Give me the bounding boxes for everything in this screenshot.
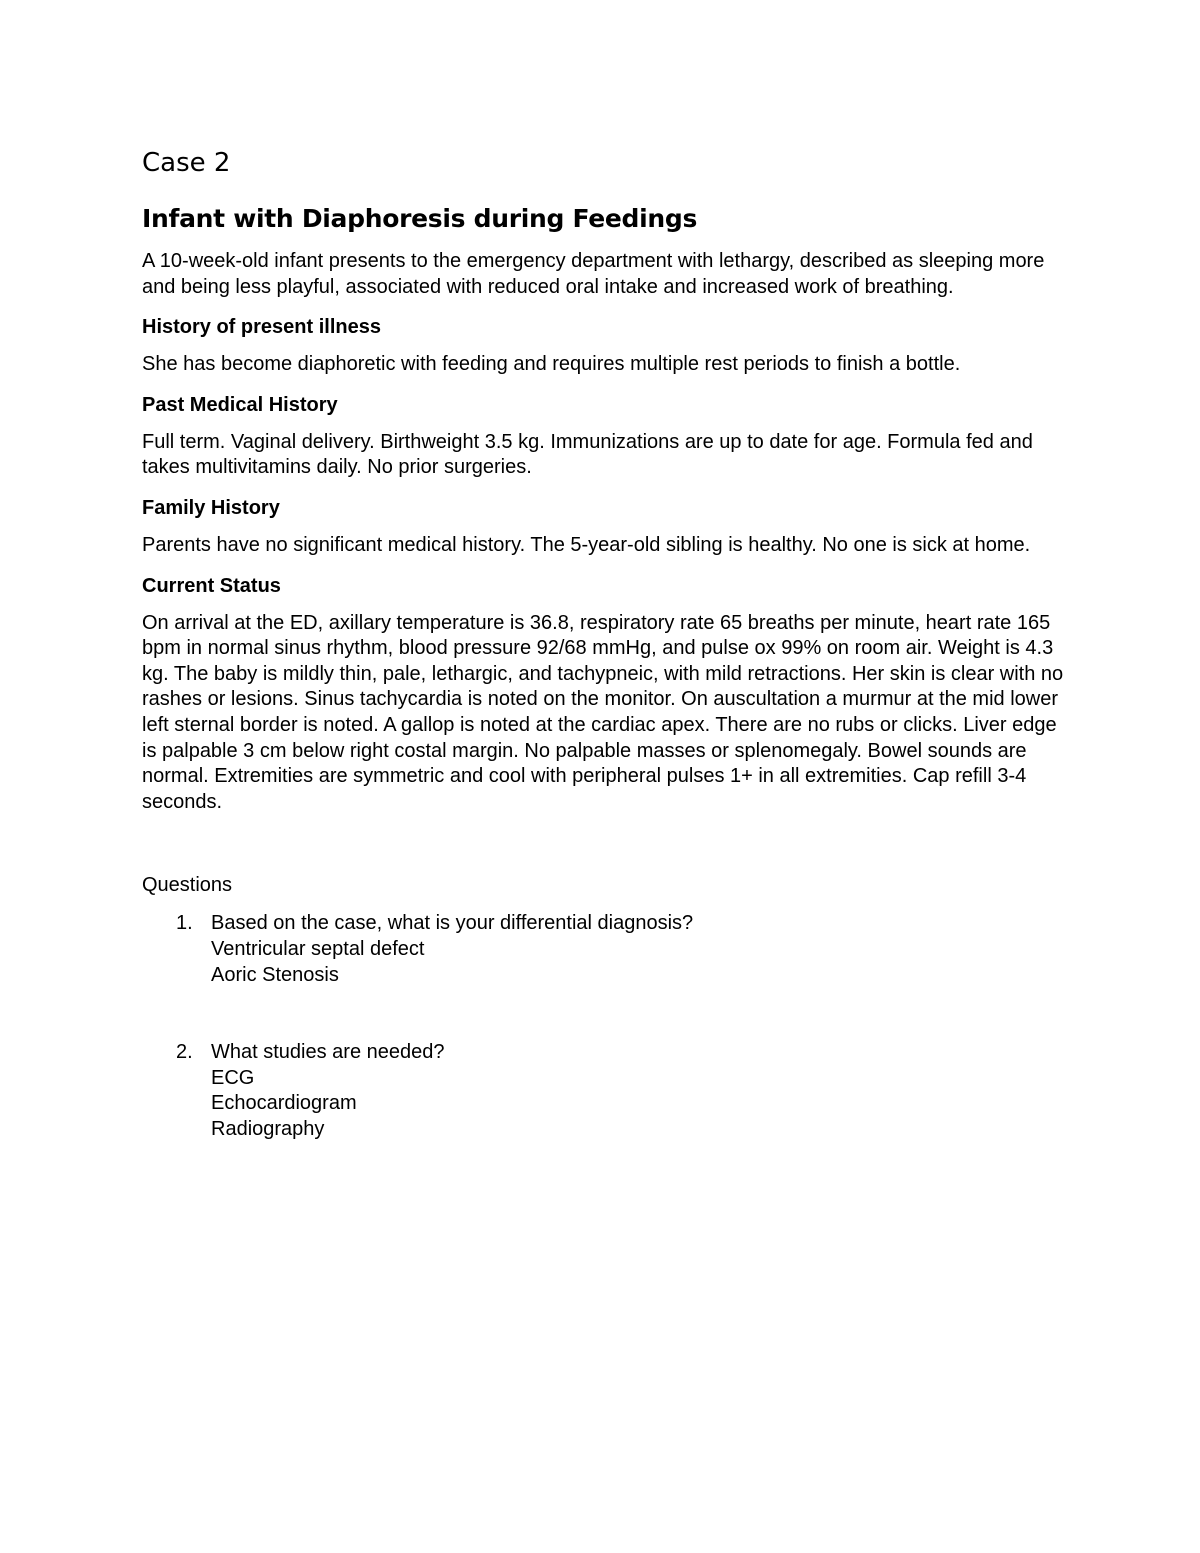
section-body: Full term. Vaginal delivery. Birthweight 3.5 kg. Immunizations are up to date for age. Formula fed and takes multivitamins daily. No prior surgeries. [142, 430, 1033, 479]
section-heading: History of present illness [142, 316, 381, 339]
section-heading: Past Medical History [142, 393, 338, 416]
section-past-medical-history [142, 391, 1072, 481]
answer-item: ECG [211, 1066, 255, 1089]
section-heading: Current Status [142, 574, 281, 597]
section-history-present-illness [142, 313, 1072, 378]
section-family-history [142, 494, 1072, 559]
document-page [142, 138, 1072, 1142]
question-number: 2. [176, 1041, 193, 1064]
question-text: Based on the case, what is your differential diagnosis? [211, 912, 694, 935]
question-number: 1. [176, 912, 193, 935]
answer-item: Ventricular septal defect [211, 937, 425, 960]
section-heading: Family History [142, 496, 280, 519]
case-title: Infant with Diaphoresis during Feedings [142, 204, 698, 233]
answer-item: Aoric Stenosis [211, 963, 339, 986]
case-label: Case 2 [142, 148, 231, 178]
answer-item: Radiography [211, 1117, 325, 1140]
intro-paragraph: A 10-week-old infant presents to the emergency department with lethargy, described as sleeping more and being less playful, associated with reduced oral intake and increased work of breathing. [142, 250, 1045, 298]
question-1 [142, 911, 1072, 988]
answer-item: Echocardiogram [211, 1092, 357, 1115]
question-2 [142, 1040, 1072, 1142]
section-current-status [142, 572, 1072, 816]
section-body: Parents have no significant medical history. The 5-year-old sibling is healthy. No one is sick at home. [142, 533, 1031, 556]
section-body: She has become diaphoretic with feeding and requires multiple rest periods to finish a bottle. [142, 353, 961, 376]
section-body: On arrival at the ED, axillary temperature is 36.8, respiratory rate 65 breaths per minute, heart rate 165 bpm in normal sinus rhythm, blood pressure 92/68 mmHg, and pulse ox 99% on room air. Weight is 4.3 kg. The baby is mildly thin, pale, lethargic, and tachypneic, with mild retractions. Her skin is clear with no rashes or lesions. Sinus tachycardia is noted on the monitor. On auscultation a murmur at the mid lower left sternal border is noted. A gallop is noted at the cardiac apex. There are no rubs or clicks. Liver edge is palpable 3 cm below right costal margin. No palpable masses or splenomegaly. Bowel sounds are normal. Extremities are symmetric and cool with peripheral pulses 1+ in all extremities. Cap refill 3-4 seconds. [142, 611, 1064, 813]
question-text: What studies are needed? [211, 1041, 445, 1064]
questions-label: Questions [142, 874, 233, 897]
